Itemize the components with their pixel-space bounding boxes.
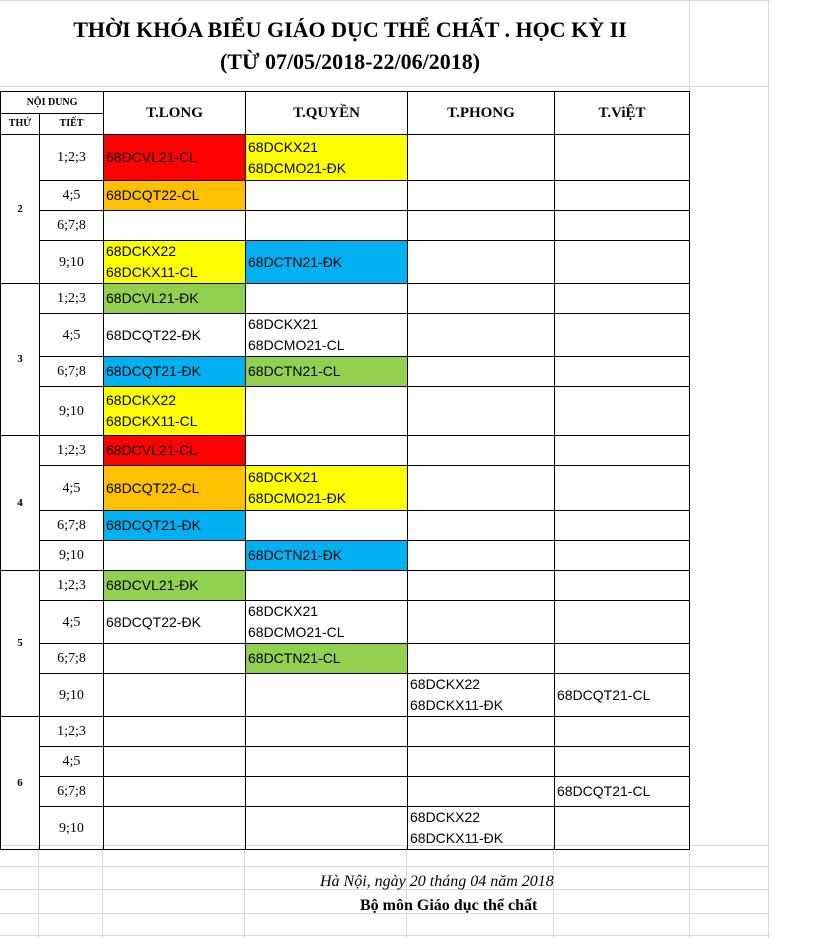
class-cell — [104, 241, 246, 284]
class-code: 68DCKX11-CL — [106, 264, 198, 280]
schedule-row — [1, 541, 690, 571]
class-cell — [408, 601, 555, 644]
class-cell — [104, 644, 246, 674]
class-cell — [555, 601, 690, 644]
class-code: 68DCKX22 — [410, 809, 481, 825]
day-cell: 3 — [1, 284, 40, 436]
class-cell — [104, 511, 246, 541]
gridline — [102, 845, 103, 938]
class-cell — [246, 387, 408, 436]
teacher-header-2: T.QUYỀN — [246, 92, 408, 135]
department-name: Bộ môn Giáo dục thể chất — [360, 897, 538, 914]
schedule-row — [1, 436, 690, 466]
class-cell — [555, 644, 690, 674]
class-cell — [555, 284, 690, 314]
day-header: THỨ — [1, 114, 40, 135]
class-code: 68DCVL21-CL — [106, 442, 198, 458]
class-code: 68DCQT21-ĐK — [106, 363, 201, 379]
class-cell — [408, 511, 555, 541]
document-title: THỜI KHÓA BIỂU GIÁO DỤC THỂ CHẤT . HỌC KỲ II — [73, 17, 627, 42]
class-code: 68DCKX21 — [248, 603, 319, 619]
class-cell — [104, 777, 246, 807]
class-cell — [555, 181, 690, 211]
schedule-row — [1, 601, 690, 644]
class-cell — [408, 674, 555, 717]
class-cell — [246, 135, 408, 181]
class-cell — [246, 747, 408, 777]
class-cell — [555, 511, 690, 541]
class-code: 68DCQT22-CL — [106, 187, 200, 203]
class-cell — [555, 747, 690, 777]
class-cell — [246, 314, 408, 357]
teacher-header-1: T.LONG — [104, 92, 246, 135]
class-cell — [408, 644, 555, 674]
class-code: 68DCTN21-CL — [248, 650, 341, 666]
period-cell: 1;2;3 — [40, 571, 104, 601]
class-cell — [104, 717, 246, 747]
schedule-row — [1, 357, 690, 387]
class-code: 68DCKX21 — [248, 138, 319, 155]
class-cell — [104, 314, 246, 357]
class-cell — [104, 387, 246, 436]
schedule-row — [1, 211, 690, 241]
period-cell: 4;5 — [40, 601, 104, 644]
period-cell: 1;2;3 — [40, 284, 104, 314]
class-cell — [408, 211, 555, 241]
class-cell — [408, 747, 555, 777]
schedule-row — [1, 241, 690, 284]
class-cell — [104, 601, 246, 644]
class-cell — [246, 511, 408, 541]
schedule-row — [1, 717, 690, 747]
class-cell — [408, 436, 555, 466]
class-cell — [104, 284, 246, 314]
schedule-row — [1, 135, 690, 181]
class-code: 68DCQT21-CL — [557, 686, 651, 703]
class-cell — [246, 541, 408, 571]
class-code: 68DCTN21-ĐK — [248, 253, 343, 270]
class-cell — [246, 357, 408, 387]
class-cell — [408, 571, 555, 601]
class-cell — [408, 241, 555, 284]
class-cell — [408, 387, 555, 436]
class-cell — [555, 466, 690, 511]
schedule-row — [1, 674, 690, 717]
class-cell — [555, 357, 690, 387]
class-cell — [408, 541, 555, 571]
class-code: 68DCKX11-ĐK — [410, 830, 504, 846]
class-cell — [104, 436, 246, 466]
teacher-header-3: T.PHONG — [408, 92, 555, 135]
gridline — [0, 86, 770, 87]
schedule-row — [1, 807, 690, 850]
class-cell — [246, 436, 408, 466]
gridline — [768, 0, 769, 938]
class-cell — [104, 807, 246, 850]
class-cell — [104, 135, 246, 181]
class-cell — [555, 211, 690, 241]
class-cell — [104, 466, 246, 511]
class-cell — [408, 314, 555, 357]
period-cell: 1;2;3 — [40, 717, 104, 747]
schedule-row — [1, 387, 690, 436]
class-cell — [104, 357, 246, 387]
period-cell: 1;2;3 — [40, 436, 104, 466]
class-code: 68DCQT21-ĐK — [106, 517, 201, 533]
class-code: 68DCMO21-CL — [248, 337, 345, 353]
class-cell — [246, 571, 408, 601]
class-cell — [246, 777, 408, 807]
schedule-row — [1, 284, 690, 314]
day-cell: 5 — [1, 571, 40, 717]
schedule-row — [1, 511, 690, 541]
class-cell — [104, 571, 246, 601]
schedule-row — [1, 181, 690, 211]
class-code: 68DCKX11-CL — [106, 413, 198, 429]
content-header: NỘI DUNG — [1, 92, 104, 114]
class-cell — [408, 181, 555, 211]
gridline — [244, 845, 245, 938]
day-cell: 4 — [1, 436, 40, 571]
class-code: 68DCQT22-ĐK — [106, 613, 201, 630]
class-cell — [408, 777, 555, 807]
schedule-table — [0, 91, 690, 850]
period-header: TIẾT — [40, 114, 104, 135]
gridline — [0, 866, 770, 867]
class-cell — [555, 571, 690, 601]
class-code: 68DCTN21-ĐK — [248, 547, 343, 563]
class-cell — [555, 777, 690, 807]
class-cell — [104, 747, 246, 777]
class-cell — [246, 211, 408, 241]
class-cell — [246, 644, 408, 674]
class-cell — [246, 717, 408, 747]
period-cell: 6;7;8 — [40, 777, 104, 807]
class-code: 68DCKX11-ĐK — [410, 697, 504, 713]
class-cell — [555, 314, 690, 357]
gridline — [38, 845, 39, 938]
day-cell: 2 — [1, 135, 40, 284]
class-code: 68DCKX22 — [106, 392, 177, 408]
period-cell: 9;10 — [40, 674, 104, 717]
period-cell: 9;10 — [40, 241, 104, 284]
class-cell — [104, 674, 246, 717]
class-cell — [246, 601, 408, 644]
gridline — [0, 0, 770, 1]
class-cell — [555, 387, 690, 436]
period-cell: 9;10 — [40, 387, 104, 436]
class-cell — [104, 181, 246, 211]
schedule-row — [1, 644, 690, 674]
class-code: 68DCMO21-CL — [248, 624, 345, 640]
class-cell — [408, 357, 555, 387]
class-code: 68DCKX22 — [106, 243, 177, 259]
class-cell — [246, 674, 408, 717]
signature-date: Hà Nội, ngày 20 tháng 04 năm 2018 — [320, 873, 554, 890]
class-code: 68DCVL21-ĐK — [106, 577, 199, 593]
schedule-row — [1, 466, 690, 511]
schedule-row — [1, 314, 690, 357]
period-cell: 9;10 — [40, 807, 104, 850]
period-cell: 6;7;8 — [40, 357, 104, 387]
class-cell — [246, 807, 408, 850]
class-cell — [408, 807, 555, 850]
class-cell — [104, 541, 246, 571]
teacher-header-4: T.ViỆT — [555, 92, 690, 135]
class-cell — [555, 674, 690, 717]
class-code: 68DCQT22-ĐK — [106, 326, 201, 343]
schedule-row — [1, 777, 690, 807]
gridline — [0, 935, 770, 936]
period-cell: 6;7;8 — [40, 211, 104, 241]
class-cell — [555, 807, 690, 850]
class-code: 68DCKX22 — [410, 676, 481, 692]
class-code: 68DCMO21-ĐK — [248, 159, 347, 176]
class-cell — [408, 284, 555, 314]
class-cell — [246, 466, 408, 511]
class-cell — [408, 135, 555, 181]
document-subtitle: (TỪ 07/05/2018-22/06/2018) — [219, 49, 481, 74]
class-cell — [555, 436, 690, 466]
class-code: 68DCMO21-ĐK — [248, 490, 347, 506]
schedule-row — [1, 571, 690, 601]
class-code: 68DCKX21 — [248, 469, 319, 485]
class-code: 68DCVL21-CL — [106, 149, 198, 165]
class-code: 68DCQT22-CL — [106, 479, 200, 496]
class-cell — [246, 181, 408, 211]
period-cell: 6;7;8 — [40, 644, 104, 674]
class-code: 68DCVL21-ĐK — [106, 290, 199, 306]
period-cell: 4;5 — [40, 314, 104, 357]
class-cell — [555, 541, 690, 571]
class-cell — [555, 135, 690, 181]
period-cell: 4;5 — [40, 181, 104, 211]
schedule-row — [1, 747, 690, 777]
class-cell — [246, 241, 408, 284]
period-cell: 6;7;8 — [40, 511, 104, 541]
class-code: 68DCKX21 — [248, 316, 319, 332]
class-cell — [555, 241, 690, 284]
class-cell — [408, 466, 555, 511]
class-cell — [555, 717, 690, 747]
class-cell — [246, 284, 408, 314]
period-cell: 1;2;3 — [40, 135, 104, 181]
period-cell: 4;5 — [40, 466, 104, 511]
class-code: 68DCQT21-CL — [557, 783, 651, 799]
period-cell: 9;10 — [40, 541, 104, 571]
class-code: 68DCTN21-CL — [248, 363, 341, 379]
period-cell: 4;5 — [40, 747, 104, 777]
class-cell — [408, 717, 555, 747]
day-cell: 6 — [1, 717, 40, 850]
class-cell — [104, 211, 246, 241]
